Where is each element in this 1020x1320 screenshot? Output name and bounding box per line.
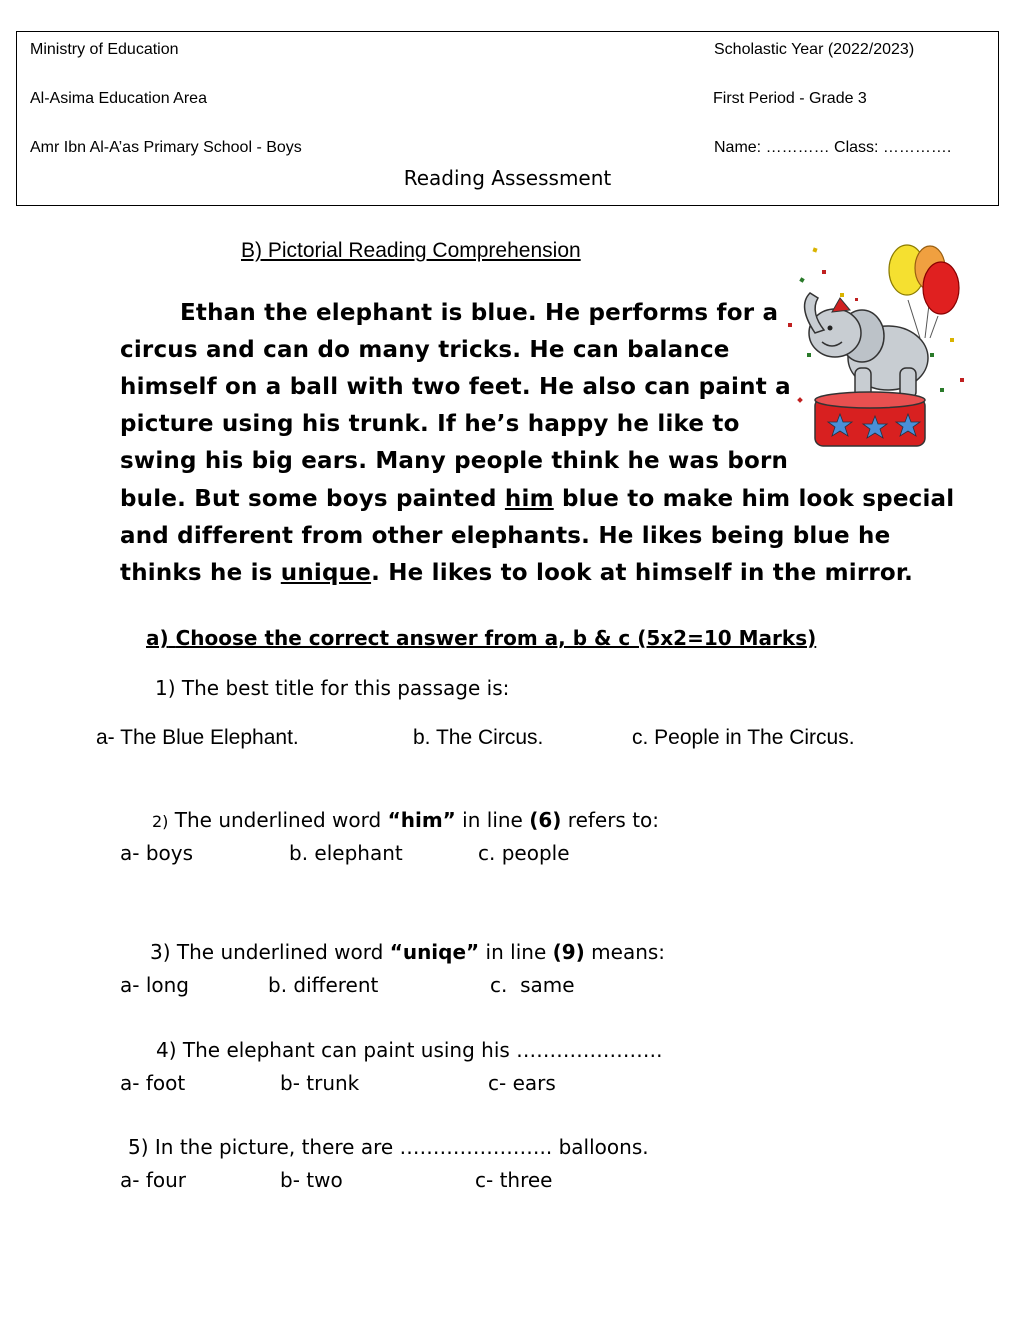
year-label: Scholastic Year (2022/2023) [714, 41, 915, 58]
q4-option-b[interactable]: b- trunk [280, 1071, 360, 1095]
passage-line-4: picture using his trunk. If he’s happy he like to [120, 411, 740, 437]
q4-option-c[interactable]: c- ears [488, 1071, 556, 1095]
question-text: means: [584, 940, 666, 964]
q3-option-a[interactable]: a- long [120, 973, 189, 997]
circus-elephant-illustration [780, 238, 980, 450]
underlined-word-him: him [504, 486, 554, 512]
q5-option-c[interactable]: c- three [475, 1168, 553, 1192]
passage-line-2: circus and can do many tricks. He can balance [120, 337, 730, 363]
assessment-title: Reading Assessment [403, 166, 612, 190]
question-text: refers to: [561, 808, 660, 832]
instruction-letter: a) [146, 626, 169, 650]
question-5: 5) In the picture, there are ………………….. balloons. [128, 1135, 649, 1159]
question-keyword: “uniqe” [389, 940, 480, 964]
balloon-3 [923, 262, 959, 338]
question-3 [150, 940, 665, 964]
q4-option-a[interactable]: a- foot [120, 1071, 186, 1095]
passage-line-1: Ethan the elephant is blue. He performs for a [180, 300, 779, 326]
q1-option-a[interactable]: a- The Blue Elephant. [96, 726, 299, 749]
underlined-word-unique: unique [280, 560, 372, 586]
question-keyword: “him” [387, 808, 456, 832]
question-text: in line [455, 808, 530, 832]
question-line-ref: (6) [529, 808, 562, 832]
q3-option-b[interactable]: b. different [268, 973, 379, 997]
question-line-ref: (9) [552, 940, 585, 964]
instruction-heading [146, 626, 816, 650]
passage-line-8 [120, 560, 913, 586]
passage-text: blue to make him look special [553, 486, 955, 512]
passage-text: . He likes to look at himself in the mirror. [371, 560, 914, 586]
area-label: Al-Asima Education Area [30, 90, 207, 107]
question-number: 2) [152, 812, 169, 831]
q1-option-c[interactable]: c. People in The Circus. [632, 726, 855, 749]
passage-line-3: himself on a ball with two feet. He also can paint a [120, 374, 791, 400]
question-4: 4) The elephant can paint using his …………………. [156, 1038, 663, 1062]
q2-option-b[interactable]: b. elephant [289, 841, 403, 865]
q5-option-b[interactable]: b- two [280, 1168, 343, 1192]
q2-option-c[interactable]: c. people [478, 841, 570, 865]
question-2 [152, 808, 659, 832]
question-text: 3) The underlined word [150, 940, 390, 964]
passage-line-6 [120, 486, 954, 512]
ministry-label: Ministry of Education [30, 41, 179, 58]
q5-option-a[interactable]: a- four [120, 1168, 187, 1192]
instruction-text: Choose the correct answer from a, b & c (5x2=10 Marks) [175, 626, 817, 650]
passage-line-7: and different from other elephants. He likes being blue he [120, 523, 891, 549]
q1-option-b[interactable]: b. The Circus. [413, 726, 544, 749]
name-class-field: Name: ………… Class: …………. [714, 139, 952, 156]
section-title: B) Pictorial Reading Comprehension [241, 239, 581, 262]
passage-text: bule. But some boys painted [120, 486, 505, 512]
question-1: 1) The best title for this passage is: [155, 676, 510, 700]
question-text: in line [479, 940, 553, 964]
q3-option-c[interactable]: c. same [490, 973, 575, 997]
school-label: Amr Ibn Al-A’as Primary School - Boys [30, 139, 302, 156]
period-label: First Period - Grade 3 [713, 90, 867, 107]
question-text: The underlined word [168, 808, 388, 832]
q2-option-a[interactable]: a- boys [120, 841, 194, 865]
passage-line-5: swing his big ears. Many people think he was born [120, 448, 789, 474]
passage-text: thinks he is [120, 560, 281, 586]
